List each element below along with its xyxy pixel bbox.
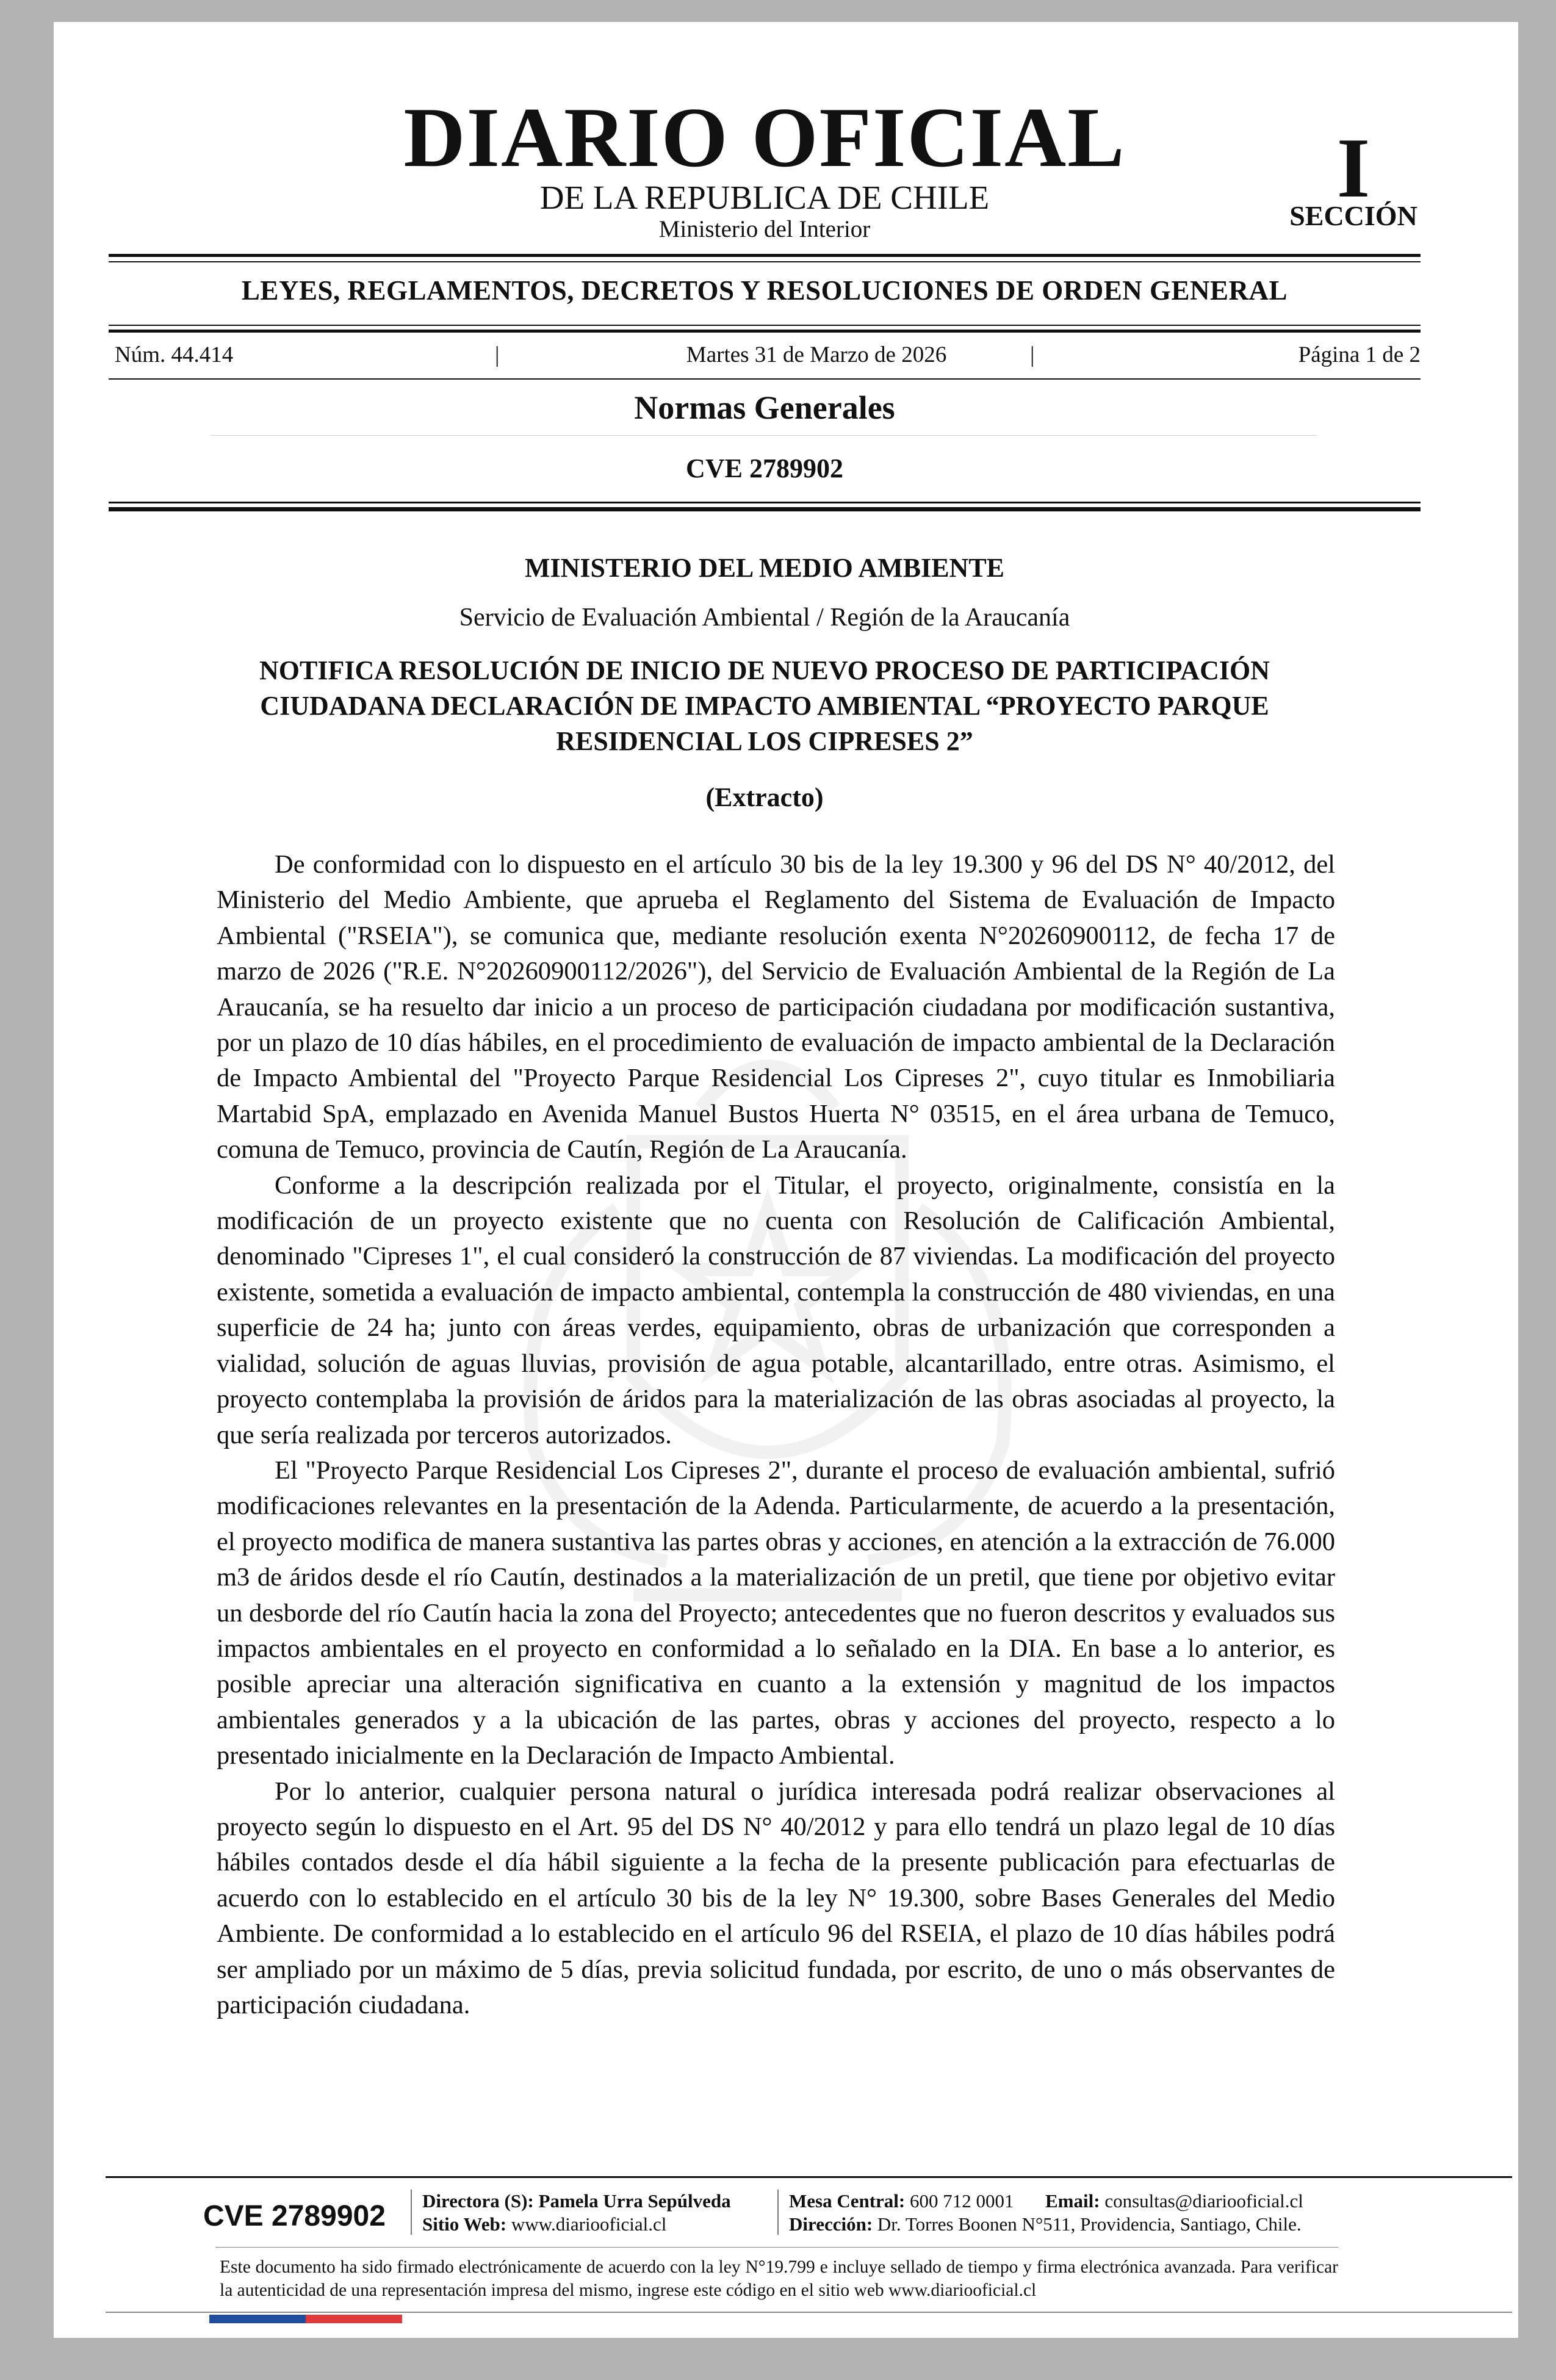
document-page	[54, 22, 1518, 2338]
email-label: Email:	[1045, 2190, 1100, 2212]
section-label: SECCIÓN	[1289, 200, 1417, 231]
divider	[109, 254, 1421, 257]
footer-address	[789, 2213, 1302, 2236]
laws-banner: LEYES, REGLAMENTOS, DECRETOS Y RESOLUCIONES DE ORDEN GENERAL	[241, 275, 1288, 306]
signature-note: Este documento ha sido firmado electrónicamente de acuerdo con la ley N°19.799 e incluye sellado de tiempo y firma electrónica avanzada. Para verificar la autenticidad de una representación impresa del mismo, ingrese este código en el sitio web www.diariooficial.cl	[220, 2257, 1338, 2300]
website-label: Sitio Web:	[422, 2213, 507, 2235]
director-label: Directora (S):	[422, 2190, 534, 2212]
footer-contact	[789, 2190, 1303, 2213]
divider	[109, 330, 1421, 333]
section-number: I	[1336, 121, 1371, 215]
masthead-title: DIARIO OFICIAL	[403, 90, 1126, 185]
footer-cve-code: CVE 2789902	[203, 2200, 386, 2232]
footer-director	[422, 2190, 731, 2213]
masthead-ministry: Ministerio del Interior	[658, 216, 871, 242]
footer-website	[422, 2213, 666, 2236]
phone-label: Mesa Central:	[789, 2190, 906, 2212]
divider	[109, 325, 1421, 326]
divider	[109, 378, 1421, 380]
issue-number: Núm. 44.414	[115, 342, 234, 367]
footer-divider	[215, 2247, 1338, 2248]
address-text: Dr. Torres Boonen N°511, Providencia, Santiago, Chile.	[877, 2213, 1302, 2235]
divider	[109, 261, 1421, 262]
footer-divider	[106, 2312, 1512, 2313]
divider	[109, 502, 1421, 503]
footer-separator	[411, 2190, 412, 2235]
body-paragraph: Conforme a la descripción realizada por el Titular, el proyecto, originalmente, consistía en la modificación de un proyecto existente que no cuenta con Resolución de Calificación Ambiental, denominado "Cipreses 1", el cual consideró la construcción de 87 viviendas. La modificación del proyecto existente, sometida a evaluación de impacto ambiental, contempla la construcción de 480 viviendas, en una superficie de 24 ha; junto con áreas verdes, equipamiento, obras de urbanización que corresponden a vialidad, solución de aguas lluvias, provisión de agua potable, alcantarillado, entre otras. Asimismo, el proyecto contemplaba la provisión de áridos para la materialización de las obras asociadas al proyecto, la que sería realizada por terceros autorizados.	[217, 1170, 1335, 1449]
phone-number: 600 712 0001	[910, 2190, 1014, 2212]
flag-stripe-blue	[209, 2315, 306, 2323]
flag-stripe-red	[306, 2315, 402, 2323]
document-title: NOTIFICA RESOLUCIÓN DE INICIO DE NUEVO PROCESO DE PARTICIPACIÓN CIUDADANA DECLARACIÓN DE IMPACTO AMBIENTAL “PROYECTO PARQUE RESIDENCIAL LOS CIPRESES 2”	[259, 655, 1270, 756]
separator: |	[495, 342, 500, 367]
extract-label: (Extracto)	[705, 782, 824, 812]
document-service: Servicio de Evaluación Ambiental / Región de la Araucanía	[459, 604, 1070, 632]
body-paragraph: Por lo anterior, cualquier persona natural o jurídica interesada podrá realizar observaciones al proyecto según lo dispuesto en el Art. 95 del DS N° 40/2012 y para ello tendrá un plazo legal de 10 días hábiles contados desde el día hábil siguiente a la fecha de la presente publicación para efectuarlas de acuerdo con lo establecido en el artículo 30 bis de la ley N° 19.300, sobre Bases Generales del Medio Ambiente. De conformidad a lo establecido en el artículo 96 del RSEIA, el plazo de 10 días hábiles podrá ser ampliado por un máximo de 5 días, previa solicitud fundada, por escrito, de uno o más observantes de participación ciudadana.	[217, 1776, 1335, 2019]
masthead-subtitle: DE LA REPUBLICA DE CHILE	[539, 179, 990, 216]
body-paragraph: De conformidad con lo dispuesto en el artículo 30 bis de la ley 19.300 y 96 del DS N° 40/2012, del Ministerio del Medio Ambiente, que aprueba el Reglamento del Sistema de Evaluación de Impacto Ambiental ("RSEIA"), se comunica que, mediante resolución exenta N°20260900112, de fecha 17 de marzo de 2026 ("R.E. N°20260900112/2026"), del Servicio de Evaluación Ambiental de la Región de La Araucanía, se ha resuelto dar inicio a un proceso de participación ciudadana por modificación sustantiva, por un plazo de 10 días hábiles, en el procedimiento de evaluación de impacto ambiental de la Declaración de Impacto Ambiental del "Proyecto Parque Residencial Los Cipreses 2", cuyo titular es Inmobiliaria Martabid SpA, emplazado en Avenida Manuel Bustos Huerta N° 03515, en el área urbana de Temuco, comuna de Temuco, provincia de Cautín, Región de La Araucanía.	[217, 850, 1335, 1164]
divider	[109, 507, 1421, 511]
issue-date: Martes 31 de Marzo de 2026	[686, 342, 947, 367]
document-body	[217, 847, 1335, 2023]
divider	[211, 435, 1317, 436]
category-title: Normas Generales	[634, 389, 895, 426]
email-link[interactable]: consultas@diariooficial.cl	[1104, 2190, 1303, 2212]
body-paragraph: El "Proyecto Parque Residencial Los Cipreses 2", durante el proceso de evaluación ambiental, sufrió modificaciones relevantes en la presentación de la Adenda. Particularmente, de acuerdo a la presentación, el proyecto modifica de manera sustantiva las partes obras y acciones, en atención a la extracción de 76.000 m3 de áridos desde el río Cautín, destinados a la materialización de un pretil, que tiene por objetivo evitar un desborde del río Cautín hacia la zona del Proyecto; antecedentes que no fueron descritos y evaluados sus impactos ambientales en el proyecto en conformidad a lo señalado en la DIA. En base a lo anterior, es posible apreciar una alteración significativa en cuanto a la extensión y magnitud de los impactos ambientales generados y a la ubicación de las partes, obras y acciones del proyecto, respecto a lo presentado inicialmente en la Declaración de Impacto Ambiental.	[217, 1455, 1335, 1770]
separator: |	[1030, 342, 1035, 367]
document-ministry: MINISTERIO DEL MEDIO AMBIENTE	[524, 553, 1005, 583]
director-name: Pamela Urra Sepúlveda	[538, 2190, 731, 2212]
website-link[interactable]: www.diariooficial.cl	[511, 2213, 667, 2235]
page-indicator: Página 1 de 2	[1298, 342, 1421, 367]
address-label: Dirección:	[789, 2213, 873, 2235]
footer-divider	[106, 2176, 1512, 2178]
cve-code: CVE 2789902	[686, 453, 843, 483]
footer-separator	[777, 2190, 779, 2235]
